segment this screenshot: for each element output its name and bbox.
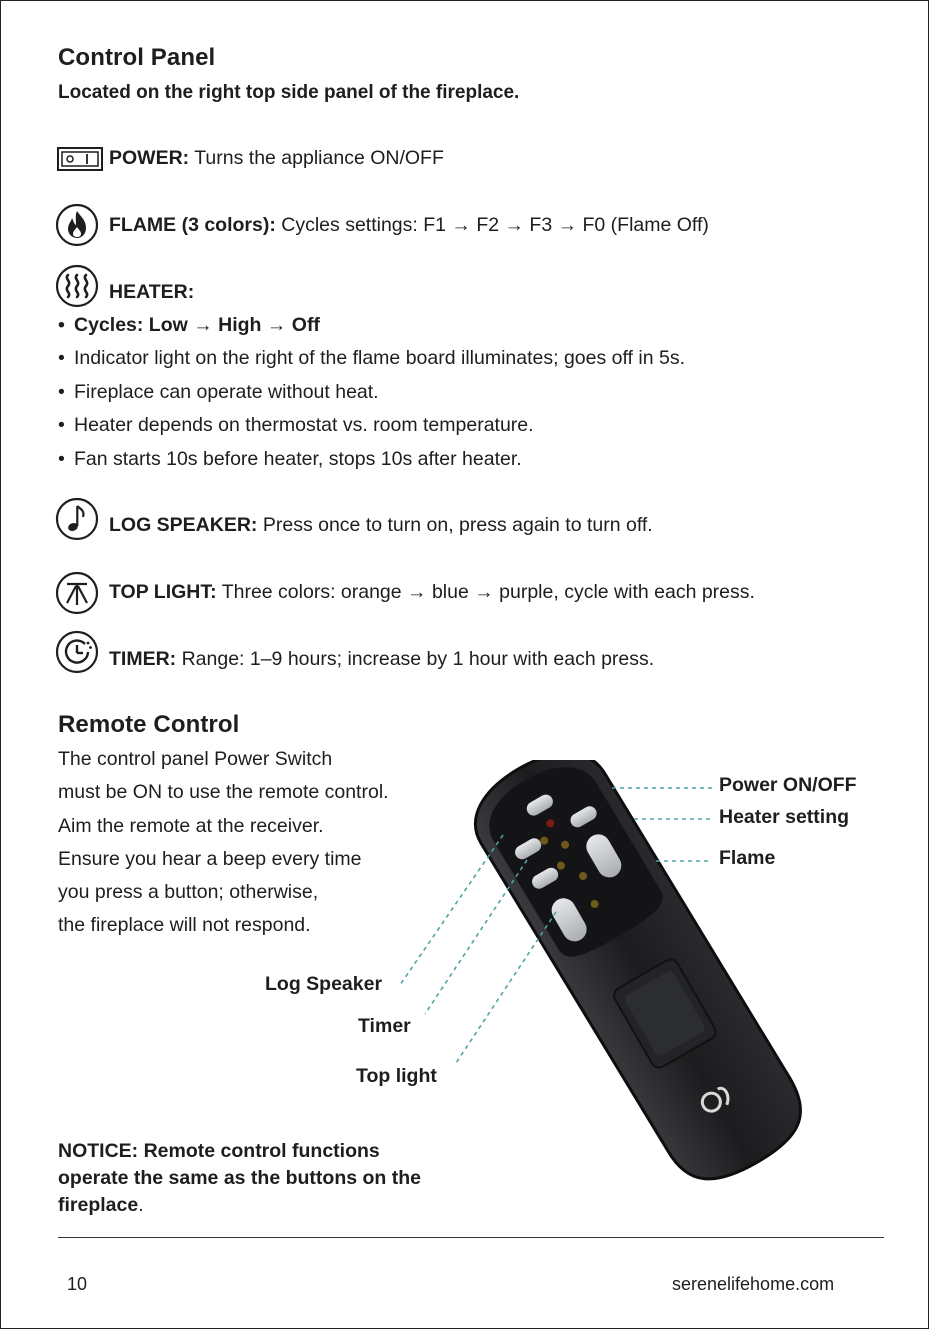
- heater-bullet-4: • Fan starts 10s before heater, stops 10s after heater.: [58, 448, 522, 470]
- heater-bullet-3: • Heater depends on thermostat vs. room temperature.: [58, 414, 534, 436]
- callout-log-speaker: Log Speaker: [265, 973, 383, 995]
- website-link[interactable]: serenelifehome.com: [672, 1274, 835, 1294]
- timer-text: Range: 1–9 hours; increase by 1 hour with each press.: [176, 648, 655, 670]
- instruction-line: The control panel Power Switch: [58, 748, 333, 770]
- instruction-line: you press a button; otherwise,: [58, 881, 319, 904]
- callout-timer: Timer: [358, 1015, 411, 1037]
- notice-label: NOTICE:: [58, 1140, 139, 1162]
- control-panel-title: Control Panel: [58, 44, 216, 71]
- heater-bullet-text: Heater depends on thermostat vs. room temperature.: [74, 414, 534, 436]
- top-light-label: TOP LIGHT:: [109, 581, 217, 603]
- top-light-text: Three colors: orange → blue → purple, cycle with each press.: [216, 581, 755, 603]
- control-panel-subtitle: Located on the right top side panel of the fireplace.: [58, 82, 520, 103]
- heater-bullet-text: Indicator light on the right of the flame board illuminates; goes off in 5s.: [74, 347, 685, 369]
- instruction-line: Ensure you hear a beep every time: [58, 847, 362, 870]
- instruction-line: must be ON to use the remote control.: [58, 781, 389, 804]
- notice-end: .: [138, 1194, 144, 1216]
- power-label: POWER:: [109, 147, 190, 169]
- log-speaker-label: LOG SPEAKER:: [109, 514, 258, 536]
- callout-power: Power ON/OFF: [719, 774, 857, 796]
- heater-bullet-text: Fireplace can operate without heat.: [74, 381, 379, 403]
- instruction-line: the fireplace will not respond.: [58, 914, 311, 937]
- callout-flame: Flame: [719, 847, 776, 869]
- heater-bullet-1: • Indicator light on the right of the flame board illuminates; goes off in 5s.: [58, 347, 685, 369]
- callout-heater: Heater setting: [719, 806, 850, 828]
- heater-cycles-text: Cycles: Low → High → Off: [74, 314, 320, 336]
- heater-bullet-2: • Fireplace can operate without heat.: [58, 381, 379, 403]
- instruction-line: Aim the remote at the receiver.: [58, 814, 324, 837]
- footer-divider: [58, 1237, 884, 1238]
- remote-control-title: Remote Control: [58, 711, 240, 738]
- flame-label: FLAME (3 colors):: [109, 214, 276, 236]
- log-speaker-text: Press once to turn on, press again to turn off.: [257, 514, 653, 536]
- page-number: 10: [67, 1274, 88, 1294]
- heater-bullet-text: Fan starts 10s before heater, stops 10s after heater.: [74, 448, 522, 470]
- heater-bullet-cycles: • Cycles: Low → High → Off: [58, 314, 320, 336]
- flame-text: Cycles settings: F1 → F2 → F3 → F0 (Flame Off): [275, 214, 709, 236]
- callout-top-light: Top light: [356, 1065, 437, 1087]
- notice-text: Remote control functions operate the same as the buttons on the fireplace: [58, 1140, 421, 1216]
- timer-label: TIMER:: [109, 648, 177, 670]
- power-text: Turns the appliance ON/OFF: [189, 147, 444, 169]
- notice: [58, 1138, 428, 1219]
- heater-label: HEATER:: [109, 281, 195, 303]
